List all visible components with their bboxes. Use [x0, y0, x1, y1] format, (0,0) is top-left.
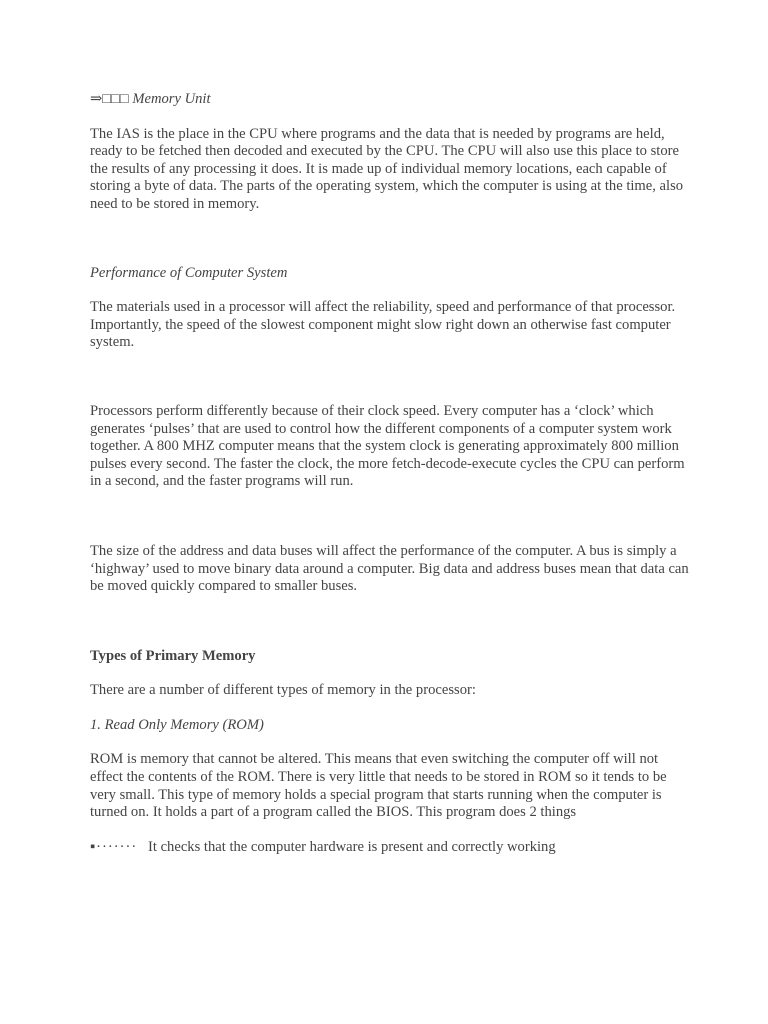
document-page	[90, 88, 690, 856]
performance-paragraph-3: The size of the address and data buses will affect the performance of the computer. A bus is simply a ‘highway’ used to move binary data around a computer. Big data and address buses mean that data can be moved quickly compared to smaller buses.	[90, 542, 689, 595]
bullet-text: It checks that the computer hardware is present and correctly working	[148, 838, 556, 855]
rom-paragraph: ROM is memory that cannot be altered. This means that even switching the computer off will not effect the contents of the ROM. There is very little that needs to be stored in ROM so it tends to be very small. This type of memory holds a special program that starts running when the computer is turned on. It holds a part of a program called the BIOS. This program does 2 things	[90, 751, 667, 821]
performance-paragraph-2: Processors perform differently because of their clock speed. Every computer has a ‘clock’ which generates ‘pulses’ that are used to control how the different components of a computer system work together. A 800 MHZ computer means that the system clock is generating approximately 800 million pulses every second. The faster the clock, the more fetch-decode-execute cycles the CPU can perform in a second, and the faster programs will run.	[90, 402, 685, 490]
bullet-marker-icon: ▪·······	[90, 838, 138, 855]
bullet-item	[90, 839, 690, 857]
memory-unit-paragraph: The IAS is the place in the CPU where programs and the data that is needed by programs are held, ready to be fetched then decoded and executed by the CPU. The CPU will also use this place to store the results of any processing it does. It is made up of individual memory locations, each capable of storing a byte of data. The parts of the operating system, which the computer is using at the time, also need to be stored in memory.	[90, 125, 684, 212]
memory-unit-heading: ⇒□□□ Memory Unit	[90, 91, 211, 107]
primary-memory-intro: There are a number of different types of memory in the processor:	[90, 682, 476, 699]
rom-heading: 1. Read Only Memory (ROM)	[90, 716, 264, 733]
primary-memory-heading: Types of Primary Memory	[90, 647, 256, 664]
performance-heading: Performance of Computer System	[90, 264, 288, 281]
performance-paragraph-1: The materials used in a processor will affect the reliability, speed and performance of that processor. Importantly, the speed of the slowest component might slow right down an otherwise fast computer system.	[90, 299, 676, 351]
